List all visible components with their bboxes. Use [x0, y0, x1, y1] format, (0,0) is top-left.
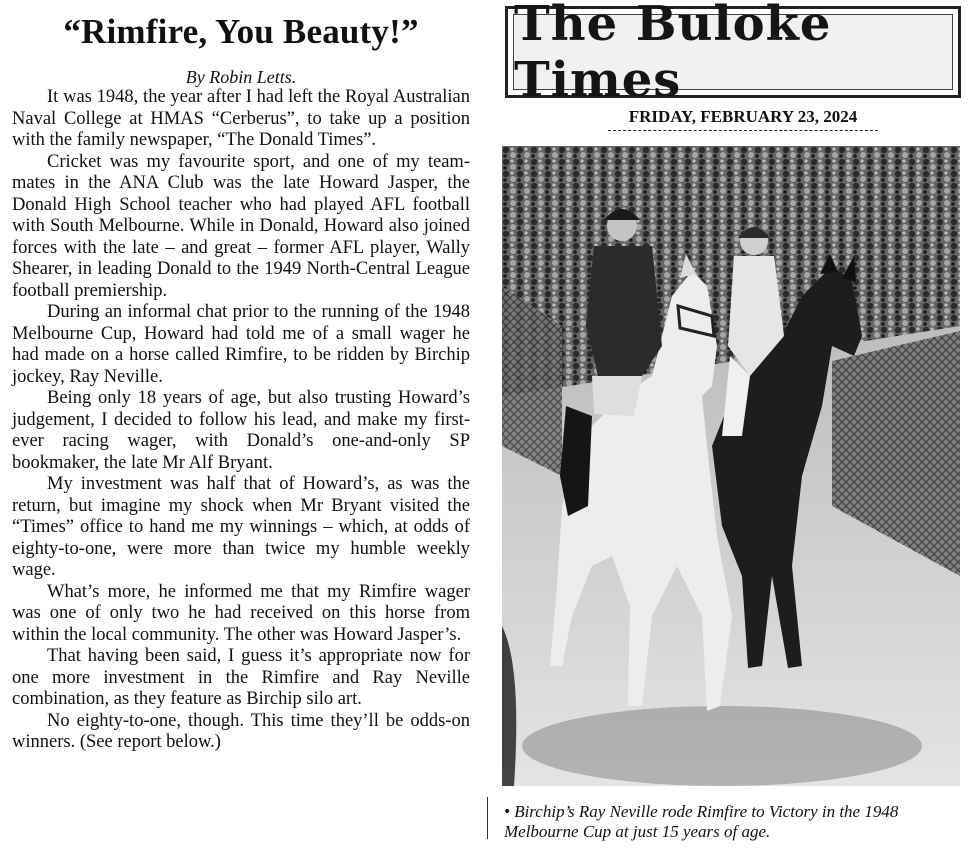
masthead-title: The Buloke Times [514, 0, 832, 108]
paragraph: No eighty-to-one, though. This time they’ll be odds-on winners. (See report below.) [12, 710, 470, 752]
masthead-panel [513, 0, 953, 108]
news-photo [502, 146, 960, 786]
caption-divider [487, 797, 488, 839]
article [12, 8, 470, 754]
masthead [505, 0, 961, 108]
headline: “Rimfire, You Beauty!” [63, 12, 419, 51]
photo-caption: • Birchip’s Ray Neville rode Rimfire to Victory in the 1948 Melbourne Cup at just 15 years of age. [504, 802, 899, 841]
paragraph: During an informal chat prior to the running of the 1948 Melbourne Cup, Howard had told me of a small wager he had made on a horse called Rimfire, to be ridden by Birchip jockey, Ray Neville. [12, 302, 470, 387]
paragraph: Cricket was my favourite sport, and one of my team-mates in the ANA Club was the late Howard Jasper, the Donald High School teacher who had played AFL football with South Melbourne. While in Donald, Howard also joined forces with the late – and great – former AFL player, Wally Shearer, in leading Donald to the 1949 North-Central League football premiership. [12, 151, 470, 301]
paragraph: What’s more, he informed me that my Rimfire wager was one of only two he had received on this horse from within the local community. The other was Howard Jasper’s. [12, 581, 470, 645]
issue-date: FRIDAY, FEBRUARY 23, 2024 [608, 106, 878, 131]
paragraph: Being only 18 years of age, but also trusting Howard’s judgement, I decided to follow his lead, and make my first-ever racing wager, with Donald’s one-and-only SP bookmaker, the late Mr Alf Bryant. [12, 388, 470, 473]
photo-illustration [502, 146, 960, 786]
article-body [12, 87, 470, 754]
byline: By Robin Letts. [185, 67, 297, 87]
paragraph: My investment was half that of Howard’s, as was the return, but imagine my shock when Mr Bryant visited the “Times” office to hand me my winnings – which, at odds of eighty-to-one, were more than twice my humble weekly wage. [12, 474, 470, 580]
paragraph: That having been said, I guess it’s appropriate now for one more investment in the Rimfire and Ray Neville combination, as they feature as Birchip silo art. [12, 646, 470, 709]
paragraph: It was 1948, the year after I had left the Royal Australian Naval College at HMAS “Cerberus”, to take up a position with the family newspaper, “The Donald Times”. [12, 87, 470, 150]
